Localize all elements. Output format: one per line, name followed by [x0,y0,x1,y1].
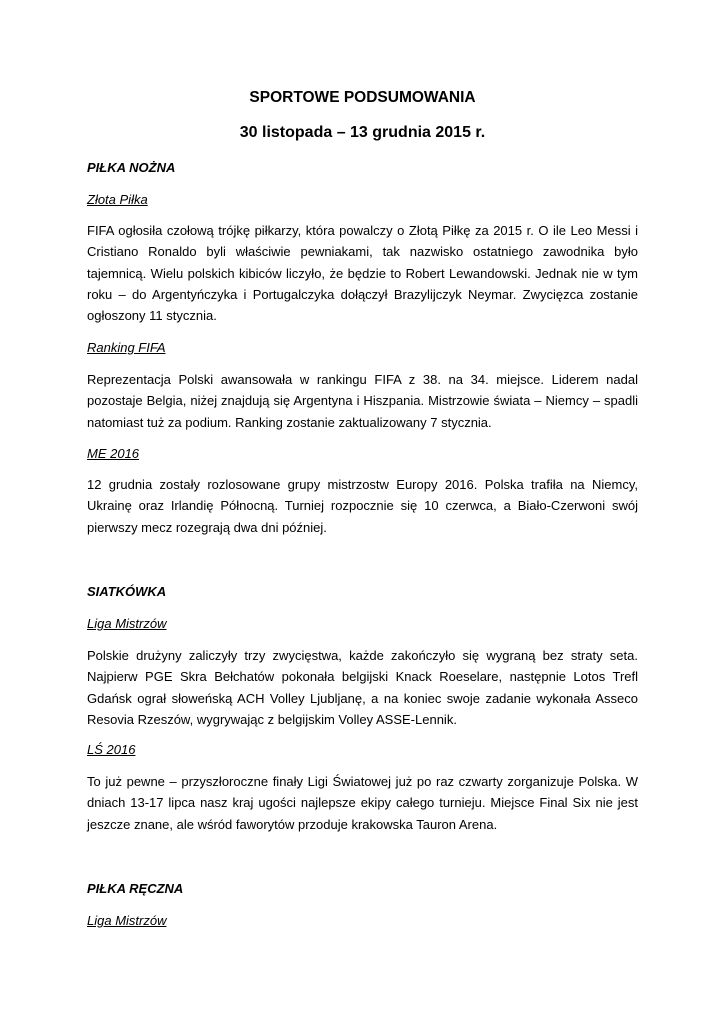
section-title-pilka-reczna: PIŁKA RĘCZNA [87,881,184,896]
paragraph-zlota-pilka: FIFA ogłosiła czołową trójkę piłkarzy, która powalczy o Złotą Piłkę za 2015 r. O ile Leo Messi i Cristiano Ronaldo byli właściwie pewniakami, tak nazwisko ostatniego zawodnika było tajemnicą. Wielu polskich kibiców liczyło, że będzie to Robert Lewandowski. Jednak nie w tym roku – do Argentyńczyka i Portugalczyka dołączył Brazylijczyk Neymar. Zwycięzca zostanie ogłoszony 11 stycznia. [87,223,638,324]
paragraph-ls-2016: To już pewne – przyszłoroczne finały Ligi Światowej już po raz czwarty zorganizuje Polska. W dniach 13-17 lipca nasz kraj ugości najlepsze ekipy całego turnieju. Miejsce Final Six nie jest jeszcze znane, ale wśród faworytów przoduje krakowska Tauron Arena. [87,774,638,832]
paragraph-liga-mistrzow-siatkowka: Polskie drużyny zaliczyły trzy zwycięstwa, każde zakończyło się wygraną bez straty seta. Najpierw PGE Skra Bełchatów pokonała belgijski Knack Roeselare, następnie Lotos Trefl Gdańsk ograł słoweńską ACH Volley Ljubljanę, a na koniec swoje zadanie wykonała Asseco Resovia Rzeszów, wygrywając z belgijskim Volley ASSE-Lennik. [87,648,638,727]
subsection-title-zlota-pilka: Złota Piłka [87,192,148,207]
subsection-title-me-2016: ME 2016 [87,446,140,461]
paragraph-ranking-fifa: Reprezentacja Polski awansowała w rankingu FIFA z 38. na 34. miejsce. Liderem nadal pozostaje Belgia, niżej znajdują się Argentyna i Hiszpania. Mistrzowie świata – Niemcy – spadli natomiast tuż za podium. Ranking zostanie zaktualizowany 7 stycznia. [87,372,638,430]
paragraph-me-2016: 12 grudnia zostały rozlosowane grupy mistrzostw Europy 2016. Polska trafiła na Niemcy, Ukrainę oraz Irlandię Północną. Turniej rozpocznie się 10 czerwca, a Biało-Czerwoni swój pierwszy mecz rozegrają dwa dni później. [87,477,638,535]
section-title-pilka-nozna: PIŁKA NOŻNA [87,160,176,175]
subsection-title-liga-mistrzow-siatkowka: Liga Mistrzów [87,616,167,631]
subsection-title-ls-2016: LŚ 2016 [87,742,136,757]
document-date-range: 30 listopada – 13 grudnia 2015 r. [239,124,486,141]
section-title-siatkowka: SIATKÓWKA [87,584,167,599]
subsection-title-liga-mistrzow-pilka-reczna: Liga Mistrzów [87,913,167,928]
document-title: SPORTOWE PODSUMOWANIA [249,89,476,106]
subsection-title-ranking-fifa: Ranking FIFA [87,340,166,355]
